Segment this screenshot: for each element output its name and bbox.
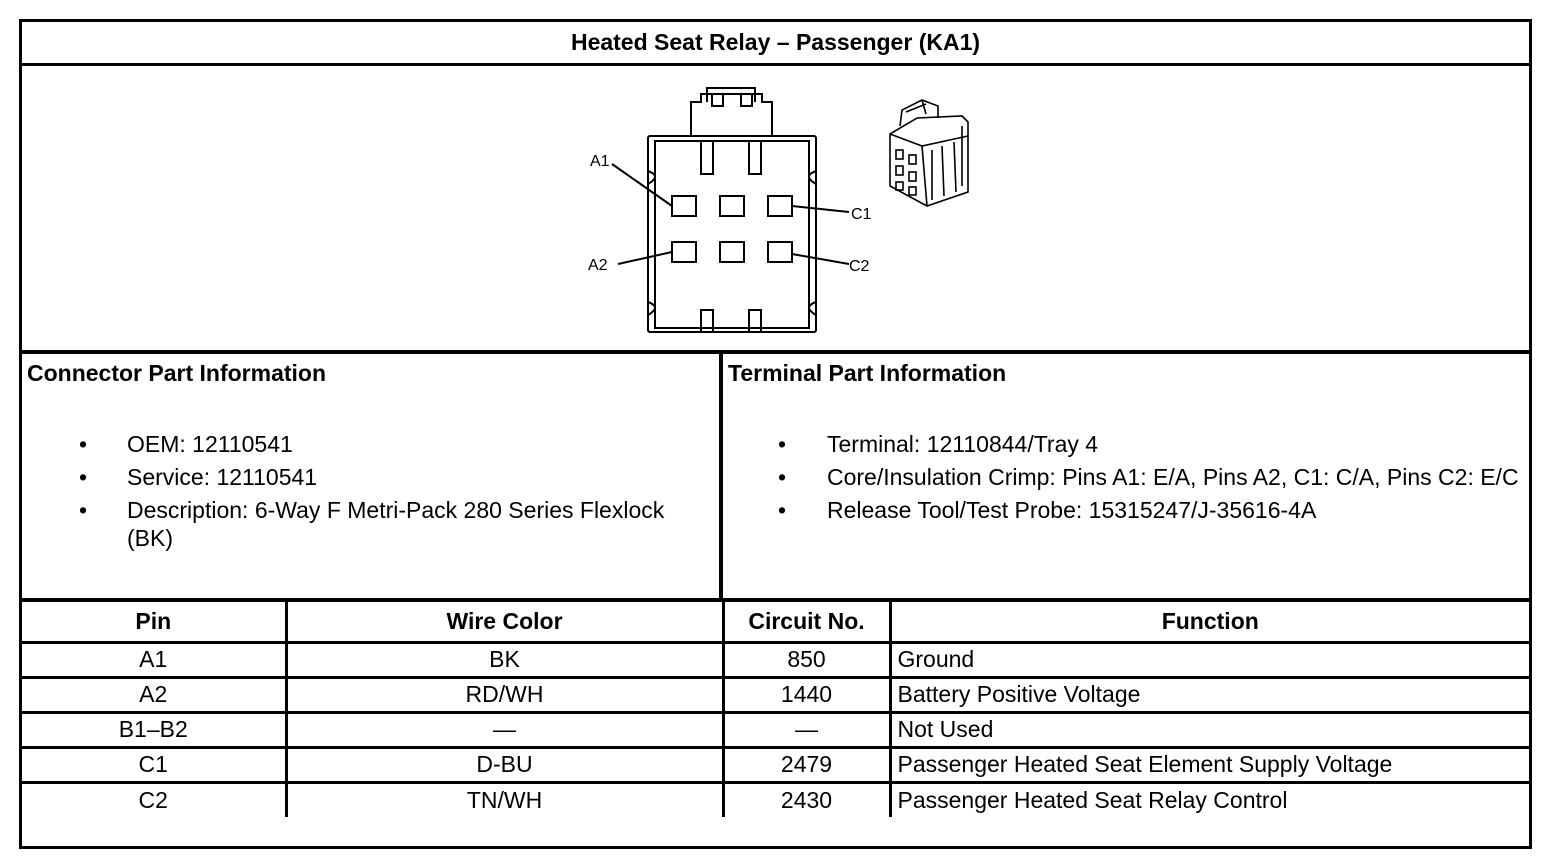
pin-cell: C2 [22,782,286,817]
pin-label-c2: C2 [849,258,870,275]
pin-cell: A1 [22,642,286,677]
cavity-a1 [672,196,696,216]
terminal-part-info-list [723,430,1529,529]
cavity-b1 [720,196,744,216]
cavity-c2 [768,242,792,262]
connector-part-info [22,354,723,598]
circuit-no-cell: — [723,712,890,747]
pin-label-a2: A2 [588,257,608,274]
cavity-a2 [672,242,696,262]
connector-part-info-list [22,430,719,557]
column-header-function: Function [890,602,1529,642]
table-header-row [22,602,1529,642]
pin-label-c1: C1 [851,206,872,223]
terminal-part-info [723,354,1529,598]
function-cell: Battery Positive Voltage [890,677,1529,712]
list-item: • Core/Insulation Crimp: Pins A1: E/A, Pins A2, C1: C/A, Pins C2: E/C [778,464,1519,490]
cavity-c1 [768,196,792,216]
pin-label-a1: A1 [590,153,610,170]
circuit-no-cell: 2430 [723,782,890,817]
bullet-icon: • [79,497,88,523]
function-cell: Passenger Heated Seat Element Supply Voltage [890,747,1529,782]
wire-color-cell: — [286,712,723,747]
pinout-table [22,602,1529,817]
connector-diagram-area [22,66,1529,354]
pin-cell: C1 [22,747,286,782]
table-row [22,642,1529,677]
part-information-row [22,354,1529,602]
column-header-pin: Pin [22,602,286,642]
page-title: Heated Seat Relay – Passenger (KA1) [22,22,1529,66]
list-item: • Release Tool/Test Probe: 15315247/J-35616-4A [778,497,1317,523]
column-header-circuit-no: Circuit No. [723,602,890,642]
pin-cell: B1–B2 [22,712,286,747]
circuit-no-cell: 850 [723,642,890,677]
cavity-b2 [720,242,744,262]
table-row [22,712,1529,747]
circuit-no-cell: 1440 [723,677,890,712]
connector-part-info-heading: Connector Part Information [27,360,327,386]
table-row [22,677,1529,712]
bullet-icon: • [79,464,88,490]
connector-face-diagram [22,66,1529,354]
terminal-part-info-heading: Terminal Part Information [728,360,1007,386]
pin-cell: A2 [22,677,286,712]
bullet-icon: • [778,497,787,523]
column-header-wire-color: Wire Color [286,602,723,642]
list-item: • Service: 12110541 [79,464,318,490]
function-cell: Not Used [890,712,1529,747]
bullet-icon: • [79,431,88,457]
bullet-icon: • [778,431,787,457]
list-item: • Description: 6-Way F Metri-Pack 280 Series Flexlock (BK) [79,497,665,551]
list-item: • Terminal: 12110844/Tray 4 [778,431,1099,457]
function-cell: Passenger Heated Seat Relay Control [890,782,1529,817]
connector-isometric-icon [890,100,968,206]
wire-color-cell: TN/WH [286,782,723,817]
wire-color-cell: RD/WH [286,677,723,712]
wire-color-cell: D-BU [286,747,723,782]
bullet-icon: • [778,464,787,490]
function-cell: Ground [890,642,1529,677]
table-row [22,747,1529,782]
circuit-no-cell: 2479 [723,747,890,782]
table-row [22,782,1529,817]
wire-color-cell: BK [286,642,723,677]
list-item: • OEM: 12110541 [79,431,293,457]
connector-end-view-sheet [19,19,1532,849]
